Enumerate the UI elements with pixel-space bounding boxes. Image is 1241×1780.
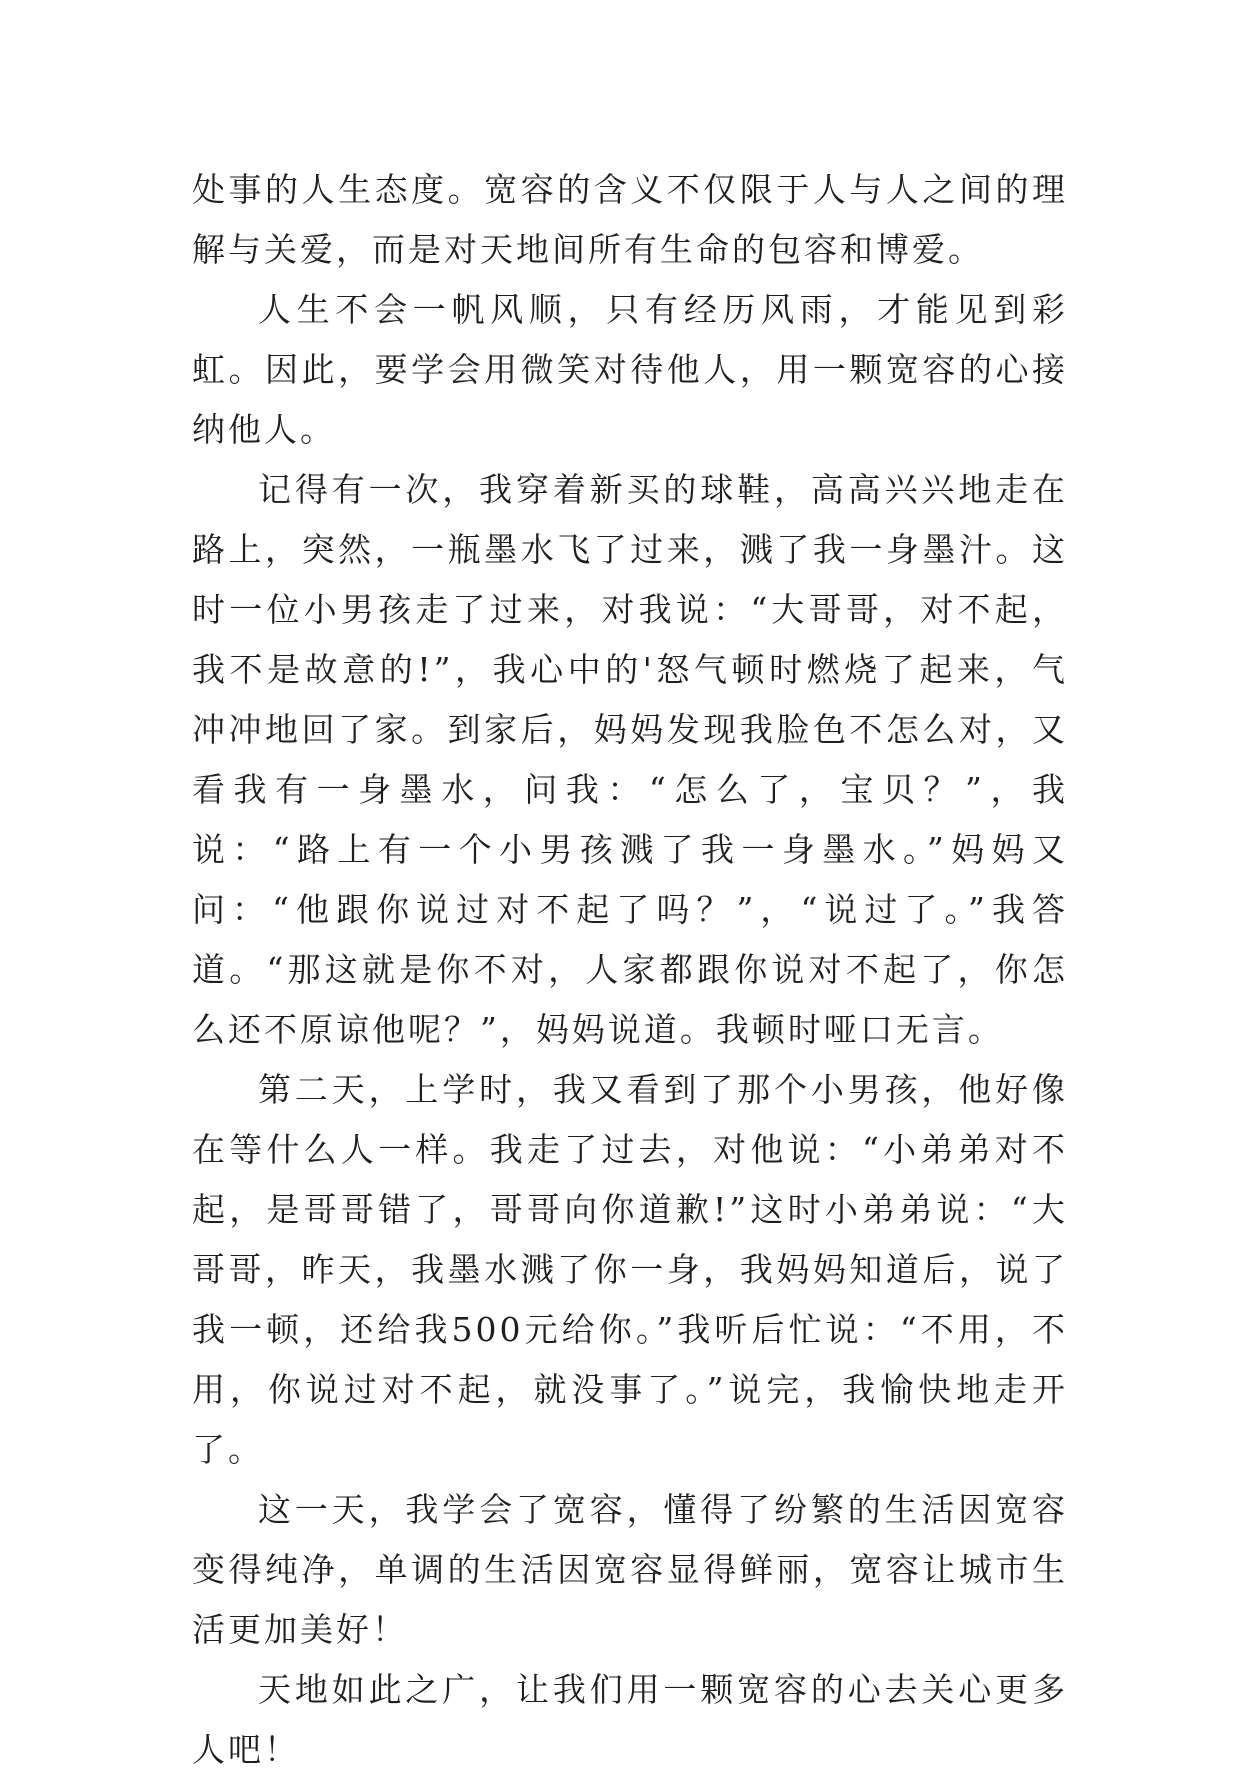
paragraph-3: 记得有一次，我穿着新买的球鞋，高高兴兴地走在路上，突然，一瓶墨水飞了过来，溅了我一身墨汁。这时一位小男孩走了过来，对我说：“大哥哥，对不起，我不是故意的!”，我心中的'怒气顿时燃烧了起来，气冲冲地回了家。到家后，妈妈发现我脸色不怎么对，又看我有一身墨水，问我：“怎么了，宝贝？”，我说：“路上有一个小男孩溅了我一身墨水。”妈妈又问：“他跟你说过对不起了吗？”，“说过了。”我答道。“那这就是你不对，人家都跟你说对不起了，你怎么还不原谅他呢？”，妈妈说道。我顿时哑口无言。 [192,470,1068,1049]
paragraph-1: 处事的人生态度。宽容的含义不仅限于人与人之间的理解与关爱，而是对天地间所有生命的包容和博爱。 [192,170,1068,269]
essay-body [192,160,1068,1780]
paragraph-6: 天地如此之广，让我们用一颗宽容的心去关心更多人吧！ [192,1670,1068,1769]
paragraph-2: 人生不会一帆风顺，只有经历风雨，才能见到彩虹。因此，要学会用微笑对待他人，用一颗宽容的心接纳他人。 [192,290,1068,449]
paragraph-5: 这一天，我学会了宽容，懂得了纷繁的生活因宽容变得纯净，单调的生活因宽容显得鲜丽，宽容让城市生活更加美好！ [192,1490,1068,1649]
paragraph-4: 第二天，上学时，我又看到了那个小男孩，他好像在等什么人一样。我走了过去，对他说：“小弟弟对不起，是哥哥错了，哥哥向你道歉!”这时小弟弟说：“大哥哥，昨天，我墨水溅了你一身，我妈妈知道后，说了我一顿，还给我500元给你。”我听后忙说：“不用，不用，你说过对不起，就没事了。”说完，我愉快地走开了。 [192,1070,1068,1469]
